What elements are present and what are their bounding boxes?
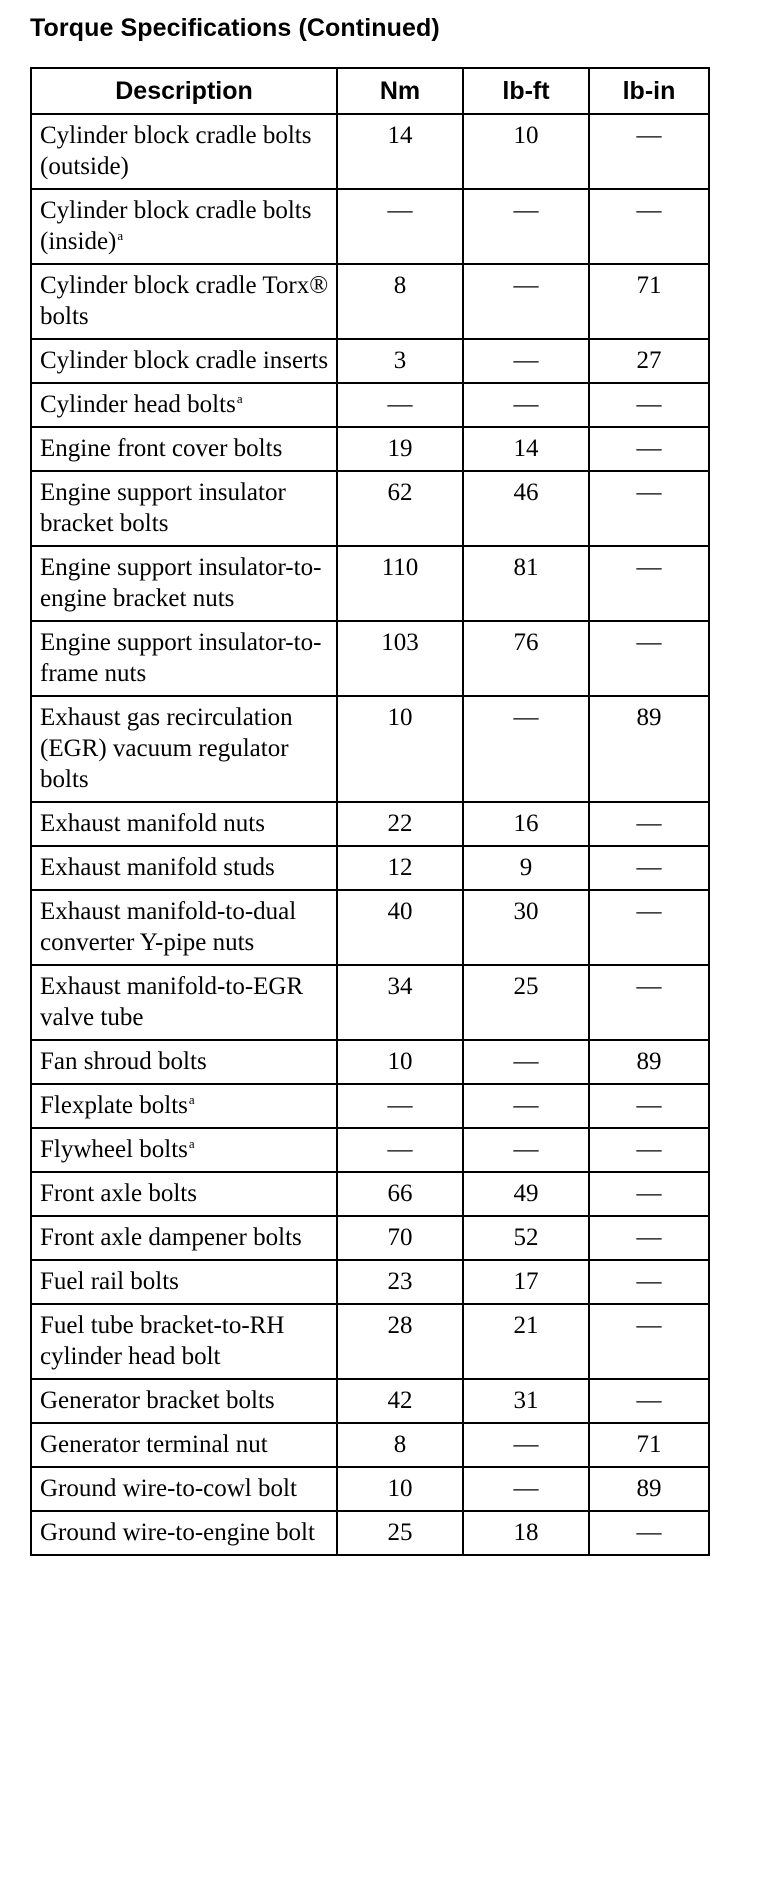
lb-in-cell: —: [589, 1084, 709, 1128]
header-lb-in: lb-in: [589, 68, 709, 114]
header-description: Description: [31, 68, 337, 114]
nm-cell: —: [337, 383, 463, 427]
lb-ft-cell: —: [463, 1467, 589, 1511]
nm-cell: —: [337, 189, 463, 264]
lb-in-cell: —: [589, 1128, 709, 1172]
nm-cell: —: [337, 1084, 463, 1128]
table-row: [31, 1423, 709, 1467]
torque-spec-table: [30, 67, 710, 1556]
table-row: [31, 114, 709, 189]
table-row: [31, 1379, 709, 1423]
lb-in-cell: —: [589, 1216, 709, 1260]
nm-cell: 10: [337, 1040, 463, 1084]
description-cell: [31, 264, 337, 339]
table-row: [31, 383, 709, 427]
description-text: Fuel rail bolts: [40, 1268, 179, 1295]
description-cell: [31, 1040, 337, 1084]
table-row: [31, 1260, 709, 1304]
nm-cell: 28: [337, 1304, 463, 1379]
nm-cell: 110: [337, 546, 463, 621]
page-title: Torque Specifications (Continued): [30, 14, 440, 42]
lb-ft-cell: 81: [463, 546, 589, 621]
nm-cell: 103: [337, 621, 463, 696]
table-row: [31, 1172, 709, 1216]
nm-cell: 22: [337, 802, 463, 846]
description-text: Cylinder block cradle bolts (outside): [40, 122, 312, 180]
lb-ft-cell: —: [463, 1084, 589, 1128]
nm-cell: 3: [337, 339, 463, 383]
description-text: Exhaust manifold-to-dual converter Y-pipe nuts: [40, 898, 297, 956]
description-cell: [31, 383, 337, 427]
lb-in-cell: —: [589, 621, 709, 696]
description-cell: [31, 1084, 337, 1128]
description-text: Cylinder block cradle bolts (inside): [40, 197, 312, 255]
description-cell: [31, 1423, 337, 1467]
nm-cell: 10: [337, 1467, 463, 1511]
lb-ft-cell: —: [463, 1128, 589, 1172]
lb-ft-cell: 25: [463, 965, 589, 1040]
table-row: [31, 965, 709, 1040]
description-cell: [31, 621, 337, 696]
nm-cell: 42: [337, 1379, 463, 1423]
lb-in-cell: —: [589, 1260, 709, 1304]
description-cell: [31, 1379, 337, 1423]
table-body: [31, 114, 709, 1555]
description-cell: [31, 189, 337, 264]
table-row: [31, 1304, 709, 1379]
description-text: Cylinder block cradle inserts: [40, 347, 329, 374]
nm-cell: 62: [337, 471, 463, 546]
lb-ft-cell: 14: [463, 427, 589, 471]
lb-in-cell: —: [589, 546, 709, 621]
lb-ft-cell: 52: [463, 1216, 589, 1260]
table-row: [31, 546, 709, 621]
table-row: [31, 427, 709, 471]
description-cell: [31, 696, 337, 802]
lb-in-cell: 71: [589, 264, 709, 339]
description-text: Generator bracket bolts: [40, 1387, 275, 1414]
lb-in-cell: —: [589, 1511, 709, 1555]
table-row: [31, 802, 709, 846]
nm-cell: 66: [337, 1172, 463, 1216]
nm-cell: 8: [337, 1423, 463, 1467]
description-text: Flexplate bolts: [40, 1092, 188, 1119]
nm-cell: 14: [337, 114, 463, 189]
description-text: Generator terminal nut: [40, 1431, 268, 1458]
lb-ft-cell: 30: [463, 890, 589, 965]
lb-ft-cell: 46: [463, 471, 589, 546]
description-text: Ground wire-to-engine bolt: [40, 1519, 315, 1546]
lb-in-cell: —: [589, 890, 709, 965]
description-text: Flywheel bolts: [40, 1136, 188, 1163]
description-cell: [31, 890, 337, 965]
description-cell: [31, 965, 337, 1040]
nm-cell: 19: [337, 427, 463, 471]
table-row: [31, 1216, 709, 1260]
lb-ft-cell: 17: [463, 1260, 589, 1304]
footnote-marker: a: [117, 228, 124, 243]
nm-cell: 10: [337, 696, 463, 802]
lb-ft-cell: —: [463, 189, 589, 264]
description-cell: [31, 471, 337, 546]
lb-ft-cell: —: [463, 1040, 589, 1084]
lb-ft-cell: 31: [463, 1379, 589, 1423]
table-row: [31, 1128, 709, 1172]
description-text: Exhaust manifold-to-EGR valve tube: [40, 973, 304, 1031]
description-text: Ground wire-to-cowl bolt: [40, 1475, 297, 1502]
footnote-marker: a: [236, 391, 243, 406]
table-row: [31, 471, 709, 546]
description-text: Engine front cover bolts: [40, 435, 283, 462]
description-text: Exhaust manifold nuts: [40, 810, 265, 837]
table-row: [31, 1084, 709, 1128]
description-text: Fan shroud bolts: [40, 1048, 207, 1075]
footnote-marker: a: [188, 1136, 195, 1151]
lb-in-cell: —: [589, 427, 709, 471]
lb-in-cell: 27: [589, 339, 709, 383]
table-row: [31, 1040, 709, 1084]
description-cell: [31, 1304, 337, 1379]
nm-cell: 40: [337, 890, 463, 965]
header-row: [31, 68, 709, 114]
header-lb-ft: lb-ft: [463, 68, 589, 114]
table-row: [31, 1511, 709, 1555]
table-row: [31, 621, 709, 696]
nm-cell: 25: [337, 1511, 463, 1555]
description-text: Engine support insulator-to-engine bracket nuts: [40, 554, 322, 612]
description-text: Cylinder block cradle Torx® bolts: [40, 272, 329, 330]
description-cell: [31, 802, 337, 846]
table-row: [31, 846, 709, 890]
lb-ft-cell: —: [463, 383, 589, 427]
description-cell: [31, 1172, 337, 1216]
nm-cell: 12: [337, 846, 463, 890]
lb-ft-cell: —: [463, 1423, 589, 1467]
nm-cell: 34: [337, 965, 463, 1040]
lb-in-cell: —: [589, 1304, 709, 1379]
table-row: [31, 696, 709, 802]
table-row: [31, 189, 709, 264]
description-text: Cylinder head bolts: [40, 391, 236, 418]
description-cell: [31, 1260, 337, 1304]
description-text: Exhaust manifold studs: [40, 854, 275, 881]
description-text: Front axle bolts: [40, 1180, 197, 1207]
description-text: Engine support insulator-to-frame nuts: [40, 629, 322, 687]
description-cell: [31, 1511, 337, 1555]
lb-in-cell: —: [589, 965, 709, 1040]
description-cell: [31, 546, 337, 621]
table-row: [31, 264, 709, 339]
description-cell: [31, 114, 337, 189]
lb-ft-cell: 76: [463, 621, 589, 696]
lb-ft-cell: 9: [463, 846, 589, 890]
lb-in-cell: —: [589, 189, 709, 264]
lb-in-cell: 89: [589, 1040, 709, 1084]
nm-cell: —: [337, 1128, 463, 1172]
lb-ft-cell: 21: [463, 1304, 589, 1379]
lb-ft-cell: —: [463, 339, 589, 383]
lb-in-cell: —: [589, 383, 709, 427]
lb-ft-cell: 10: [463, 114, 589, 189]
lb-ft-cell: 18: [463, 1511, 589, 1555]
description-text: Exhaust gas recirculation (EGR) vacuum regulator bolts: [40, 704, 293, 793]
table-row: [31, 890, 709, 965]
table-row: [31, 1467, 709, 1511]
description-cell: [31, 339, 337, 383]
description-cell: [31, 427, 337, 471]
nm-cell: 23: [337, 1260, 463, 1304]
lb-ft-cell: —: [463, 696, 589, 802]
lb-in-cell: —: [589, 802, 709, 846]
description-cell: [31, 1216, 337, 1260]
lb-ft-cell: —: [463, 264, 589, 339]
lb-in-cell: 89: [589, 1467, 709, 1511]
description-text: Fuel tube bracket-to-RH cylinder head bolt: [40, 1312, 285, 1370]
lb-in-cell: —: [589, 471, 709, 546]
lb-in-cell: —: [589, 1379, 709, 1423]
description-cell: [31, 1467, 337, 1511]
lb-ft-cell: 16: [463, 802, 589, 846]
lb-in-cell: —: [589, 846, 709, 890]
description-cell: [31, 1128, 337, 1172]
description-text: Front axle dampener bolts: [40, 1224, 302, 1251]
lb-in-cell: —: [589, 114, 709, 189]
footnote-marker: a: [188, 1092, 195, 1107]
nm-cell: 8: [337, 264, 463, 339]
nm-cell: 70: [337, 1216, 463, 1260]
table-row: [31, 339, 709, 383]
lb-in-cell: 89: [589, 696, 709, 802]
header-nm: Nm: [337, 68, 463, 114]
lb-in-cell: 71: [589, 1423, 709, 1467]
description-cell: [31, 846, 337, 890]
lb-ft-cell: 49: [463, 1172, 589, 1216]
lb-in-cell: —: [589, 1172, 709, 1216]
description-text: Engine support insulator bracket bolts: [40, 479, 286, 537]
